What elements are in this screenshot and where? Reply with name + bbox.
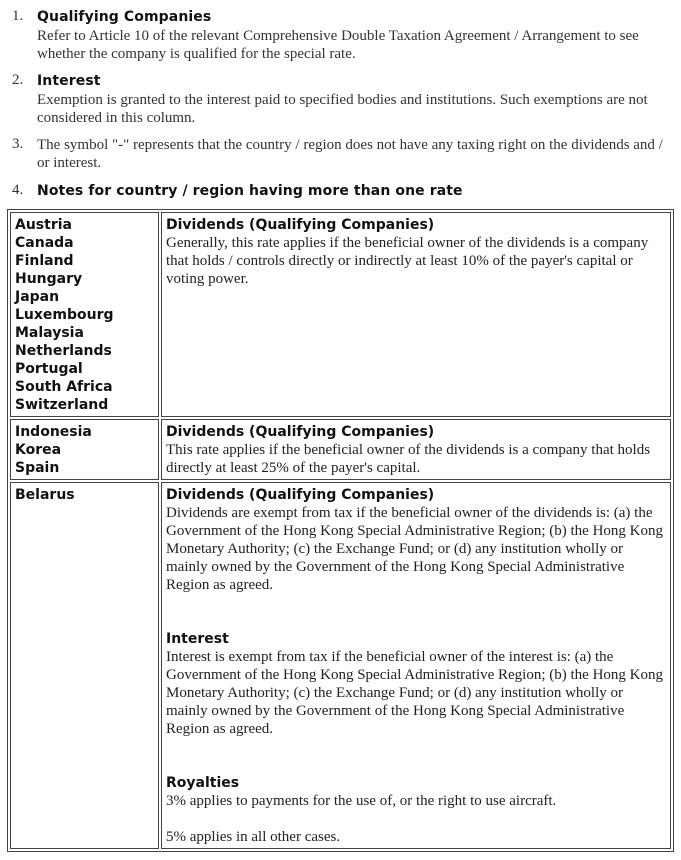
country-name: Korea <box>15 442 62 458</box>
country-name: South Africa <box>15 379 113 395</box>
section-text: Generally, this rate applies if the beneficial owner of the dividends is a company that holds / controls directly or indirectly at least 10% of the payer's capital or voting power. <box>166 235 649 287</box>
note-2 <box>12 72 672 128</box>
note-1 <box>12 8 672 64</box>
country-name: Switzerland <box>15 397 109 413</box>
country-name: Hungary <box>15 271 83 287</box>
section-text: Dividends are exempt from tax if the beneficial owner of the dividends is: (a) the Government of the Hong Kong Special Administrative Region; (b) the Hong Kong Monetary Authority; (c) the Exchange Fund; or (d) any institution wholly or mainly owned by the Government of the Hong Kong Special Administrative Region as agreed. <box>166 505 663 593</box>
section-heading: Dividends (Qualifying Companies) <box>166 217 435 233</box>
note-number: 3. <box>12 136 24 152</box>
country-cell <box>10 482 159 849</box>
note-number: 1. <box>12 8 24 24</box>
note-body: The symbol "-" represents that the country / region does not have any taxing right on the dividends and / or interest. <box>37 137 663 171</box>
country-cell <box>10 419 159 480</box>
country-name: Indonesia <box>15 424 92 440</box>
note-title: Qualifying Companies <box>37 9 212 25</box>
description-cell <box>161 419 671 480</box>
note-3 <box>12 136 672 176</box>
section-text: Interest is exempt from tax if the beneficial owner of the interest is: (a) the Government of the Hong Kong Special Administrative Region; (b) the Hong Kong Monetary Authority; (c) the Exchange Fund; or (d) any institution wholly or mainly owned by the Government of the Hong Kong Special Administrative Region as agreed. <box>166 649 663 737</box>
section-text: 5% applies in all other cases. <box>166 829 341 845</box>
note-number: 4. <box>12 182 24 198</box>
country-name: Finland <box>15 253 74 269</box>
country-name: Netherlands <box>15 343 112 359</box>
country-name: Belarus <box>15 487 75 503</box>
section-heading: Interest <box>166 631 229 647</box>
description-cell <box>161 212 671 417</box>
section-heading: Royalties <box>166 775 240 791</box>
description-cell <box>161 482 671 849</box>
country-name: Luxembourg <box>15 307 114 323</box>
country-name: Canada <box>15 235 74 251</box>
note-body: Refer to Article 10 of the relevant Comprehensive Double Taxation Agreement / Arrangement to see whether the company is qualified for the special rate. <box>37 28 639 62</box>
table-row <box>10 482 671 849</box>
section-heading: Dividends (Qualifying Companies) <box>166 487 435 503</box>
note-title: Notes for country / region having more than one rate <box>37 183 463 199</box>
section-heading: Dividends (Qualifying Companies) <box>166 424 435 440</box>
country-name: Malaysia <box>15 325 84 341</box>
table-row <box>10 419 671 480</box>
note-4 <box>12 182 672 202</box>
country-name: Spain <box>15 460 60 476</box>
table-row <box>10 212 671 417</box>
note-title: Interest <box>37 73 101 89</box>
note-number: 2. <box>12 72 24 88</box>
country-cell <box>10 212 159 417</box>
section-text: This rate applies if the beneficial owner of the dividends is a company that holds directly at least 25% of the payer's capital. <box>166 442 651 476</box>
rates-notes-table <box>7 209 674 852</box>
section-text: 3% applies to payments for the use of, or the right to use aircraft. <box>166 793 557 809</box>
note-body: Exemption is granted to the interest paid to specified bodies and institutions. Such exemptions are not considered in this column. <box>37 92 648 126</box>
country-name: Portugal <box>15 361 83 377</box>
country-name: Japan <box>15 289 60 305</box>
country-name: Austria <box>15 217 72 233</box>
